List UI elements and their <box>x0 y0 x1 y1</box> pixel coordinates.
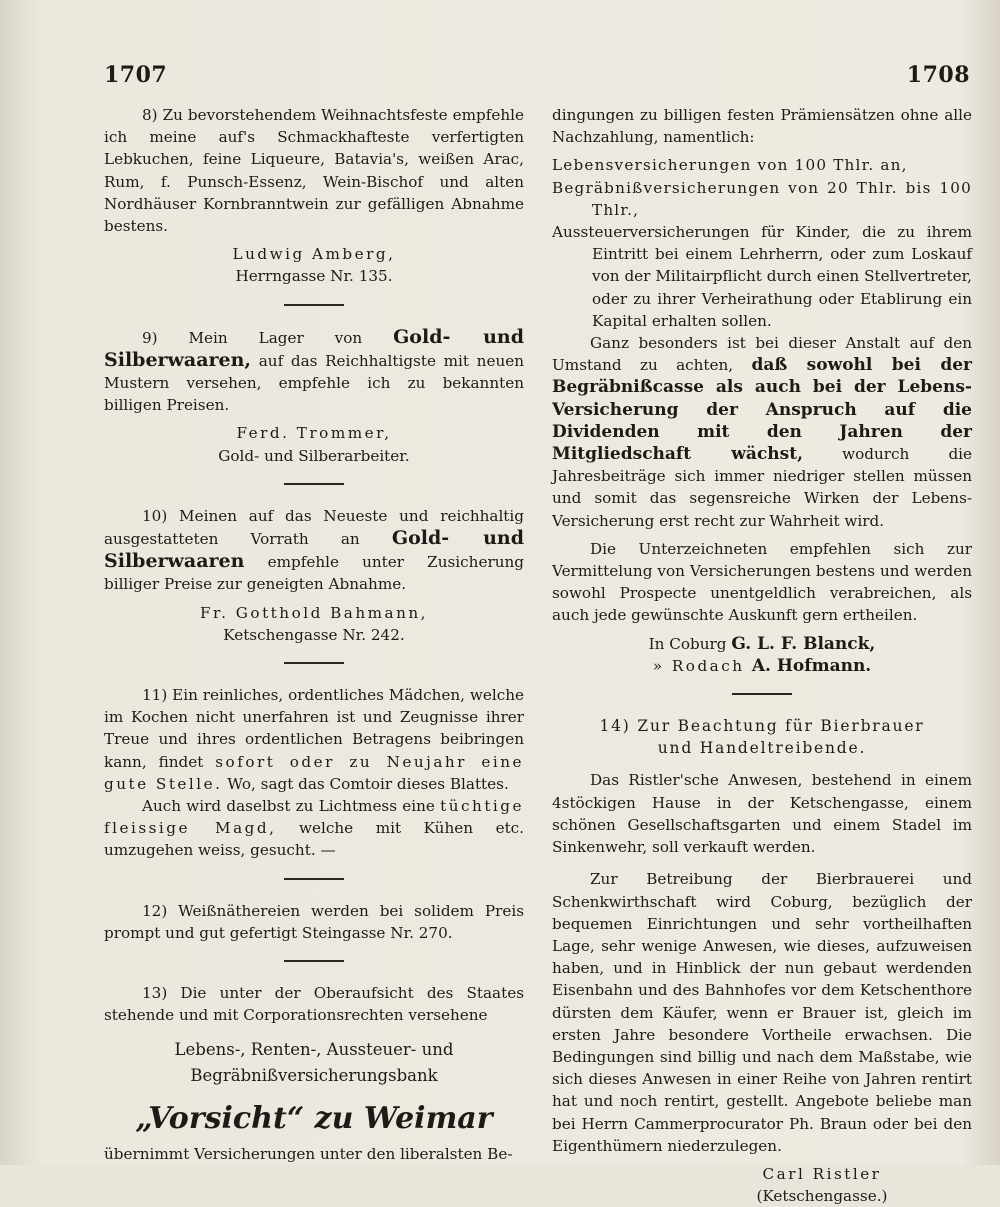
ad-8-signature-name: Ludwig Amberg, <box>232 245 396 264</box>
advertisement-12 <box>104 900 524 944</box>
ad-11-text-post: Wo, sagt das Comtoir dieses Blattes. <box>222 774 509 793</box>
separator-rule <box>284 878 344 880</box>
advertisement-10 <box>104 505 524 646</box>
separator-rule <box>284 960 344 962</box>
ad-13-bank-name: Lebens-, Renten-, Aussteuer- und Begräbnißversicherungsbank <box>174 1039 454 1085</box>
ad-11-para2-spaced: tüchtige fleissige Magd, <box>104 797 524 838</box>
ad-10-signature-name: Fr. Gotthold Bahmann, <box>200 603 428 622</box>
ad-11-text-2 <box>104 795 524 862</box>
ad-10-text-post: empfehle unter Zusicherung billiger Preise zur geneigten Abnahme. <box>104 553 524 594</box>
ad-9-text-pre: 9) Mein Lager von <box>142 328 394 347</box>
dividend-pre: Ganz besonders ist bei dieser Anstalt auf den Umstand zu achten, <box>552 334 972 375</box>
dividend-post: wodurch die Jahresbeiträge sich immer niedriger stellen müssen und somit das segensreiche Wirken der Lebens-Versicherung erst recht zur Wahrheit wird. <box>552 445 973 530</box>
ad-14-paragraph-1: Das Ristler'sche Anwesen, bestehend in einem 4stöckigen Hause in der Ketschengasse, einem schönen Gesellschaftsgarten und einem Stadel im Sinkenwehr, soll verkauft werden. <box>552 771 972 857</box>
page-number-right: 1708 <box>906 62 970 88</box>
agent-rodach-name: A. Hofmann. <box>751 655 872 676</box>
ad-8-signature-address: Herrngasse Nr. 135. <box>235 267 393 286</box>
ad-9-signature-title: Gold- und Silberarbeiter. <box>218 446 410 465</box>
separator-rule <box>732 693 792 695</box>
insurance-list-item-2: Begräbnißversicherungen von 20 Thlr. bis 100 Thlr., <box>552 178 972 219</box>
ad-12-text: 12) Weißnäthereien werden bei solidem Preis prompt und gut gefertigt Steingasse Nr. 270. <box>104 901 524 942</box>
ad-10-text-bold: Gold- und Silberwaaren <box>104 527 524 573</box>
ad-13-dividend-paragraph <box>552 332 972 532</box>
ad-14-paragraph-2: Zur Betreibung der Bierbrauerei und Schenkwirthschaft wird Coburg, bezüglich der bequemen Einrichtungen und sehr vortheilhaften Lage, sehr wenige Anwesen, wie dieses, aufzuweisen haben, und in Hinblick der nun gebaut werdenden Eisenbahn und des Bahnhofes vor dem Ketschenthore dürsten dem Käufer, wenn er Brauer ist, gleich im ersten Jahre besondere Vortheile erwachsen. Die Bedingungen sind billig und nach dem Maßstabe, wie sich dieses Anwesen in einer Reihe von Jahren rentirt hat und noch rentirt, gestellt. Angebote beliebe man bei Herrn Cammerprocurator Ph. Braun oder bei den Eigenthümern niederzulegen. <box>552 870 972 1155</box>
advertisement-13 <box>104 982 524 1165</box>
ad-13-tail: übernimmt Versicherungen unter den liberalsten Be- <box>104 1144 513 1163</box>
ad-10-text-pre: 10) Meinen auf das Neueste und reichhaltig ausgestatteten Vorrath an <box>104 506 524 549</box>
ad-13-text: 13) Die unter der Oberaufsicht des Staates stehende und mit Corporationsrechten versehene <box>104 984 524 1025</box>
agent-rodach-place: » Rodach <box>652 656 752 675</box>
separator-rule <box>284 304 344 306</box>
insurance-list-item-3: Aussteuerversicherungen für Kinder, die zu ihrem Eintritt bei einem Lehrherrn, oder zum Loskauf von der Militairpflicht durch einen Stellvertreter, oder zu ihrer Verheirathung oder Etablirung ein Kapital erhalten sollen. <box>552 223 972 330</box>
ad-11-text-spaced: sofort oder zu Neujahr eine gute Stelle. <box>104 752 524 793</box>
ad-13-motto: „Vorsicht“ zu Weimar <box>135 1100 493 1136</box>
advertisement-11 <box>104 684 524 862</box>
ad-11-para2-pre: Auch wird daselbst zu Lichtmess eine <box>142 797 441 816</box>
right-column <box>552 104 972 1207</box>
ad-14-heading-line-2: und Handeltreibende. <box>657 739 867 758</box>
agent-signature-rodach <box>552 655 972 677</box>
ad-10-text <box>104 505 524 596</box>
ad-9-text <box>104 326 524 417</box>
ad-14-heading-line-1: 14) Zur Beachtung für Bierbrauer <box>599 717 925 736</box>
ad-11-text-pre: 11) Ein reinliches, ordentliches Mädchen, welche im Kochen nicht unerfahren ist und Zeugnisse ihrer Treue und ihres ordentlichen Betragens beibringen kann, findet <box>104 686 524 771</box>
page-number-left: 1707 <box>104 62 168 88</box>
insurance-list-item-1: Lebensversicherungen von 100 Thlr. an, <box>552 156 908 175</box>
agent-signature-coburg <box>552 633 972 655</box>
ad-10-signature-address: Ketschengasse Nr. 242. <box>223 625 405 644</box>
left-column <box>104 104 524 1167</box>
dividend-bold: daß sowohl bei der Begräbnißcasse als auch bei der Lebens-Versicherung der Anspruch auf die Dividenden mit den Jahren der Mitgliedschaft wächst, <box>552 355 973 465</box>
separator-rule <box>284 662 344 664</box>
ad-11-text <box>104 684 524 795</box>
ad-9-text-bold: Gold- und Silberwaaren, <box>104 325 524 371</box>
ad-8-text: 8) Zu bevorstehendem Weihnachtsfeste empfehle ich meine auf's Schmackhafteste verfertigten Lebkuchen, feine Liqueure, Batavia's, weißen Arac, Rum, f. Punsch-Essenz, Wein-Bischof und alten Nordhäuser Kornbranntwein zur gefälligen Abnahme bestens. <box>104 106 524 236</box>
advertisement-8 <box>104 104 524 288</box>
ad-9-signature-name: Ferd. Trommer, <box>236 424 392 443</box>
ad-13-continuation: dingungen zu billigen festen Prämiensätzen ohne alle Nachzahlung, namentlich: <box>552 106 972 147</box>
agent-coburg-name: G. L. F. Blanck, <box>731 633 876 654</box>
advertisement-9 <box>104 326 524 467</box>
ad-14-signature-address: (Ketschengasse.) <box>756 1187 888 1206</box>
ad-13-agents-paragraph: Die Unterzeichneten empfehlen sich zur Vermittelung von Versicherungen bestens und werden sowohl Prospecte unentgeldlich verabreichen, als auch jede gewünschte Auskunft gern ertheilen. <box>552 539 972 625</box>
ad-14-signature-name: Carl Ristler <box>762 1164 882 1183</box>
ad-11-para2-post: welche mit Kühen etc. umzugehen weiss, gesucht. — <box>104 819 524 860</box>
ad-9-text-post: auf das Reichhaltigste mit neuen Mustern versehen, empfehle ich zu bekannten billigen Preisen. <box>104 351 524 415</box>
agent-coburg-place: In Coburg <box>648 634 732 653</box>
separator-rule <box>284 483 344 485</box>
